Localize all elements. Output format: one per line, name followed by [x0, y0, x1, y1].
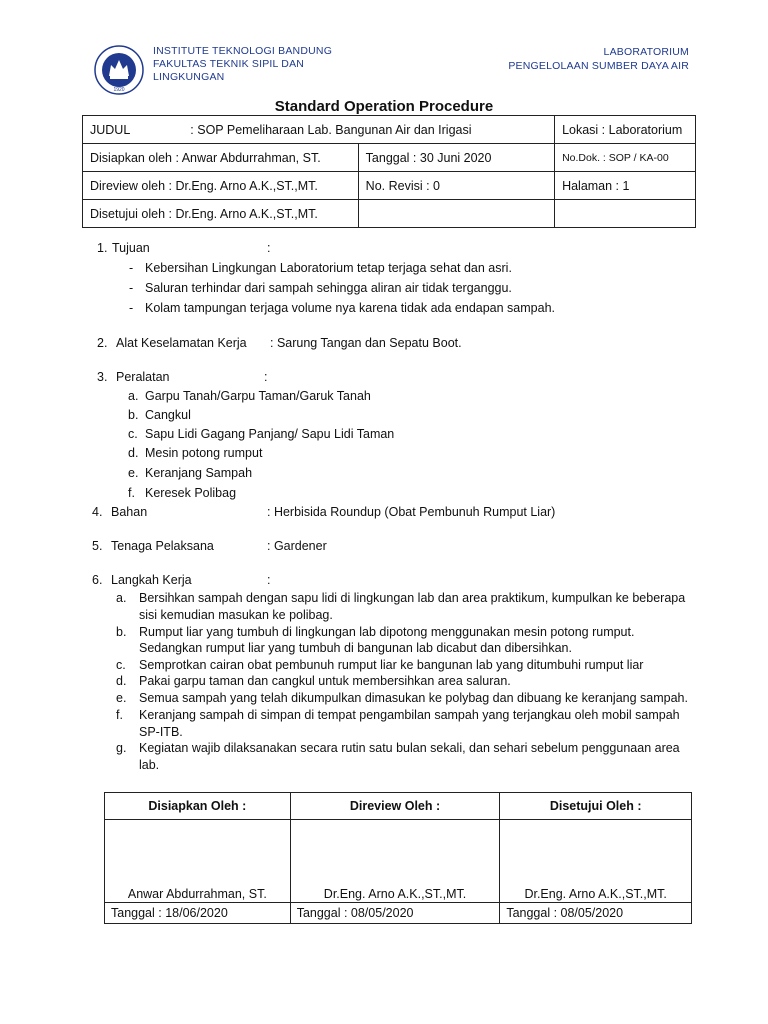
list-bullet: -	[129, 281, 134, 295]
judul-cell: JUDUL : SOP Pemeliharaan Lab. Bangunan Air dan Irigasi	[83, 116, 555, 144]
prepared-date: Tanggal : 18/06/2020	[105, 903, 291, 924]
table-row	[83, 172, 696, 200]
list-item: Kegiatan wajib dilaksanakan secara rutin satu bulan sekali, dan sehari sebelum penggunaan area	[139, 741, 680, 755]
list-marker: d.	[116, 674, 127, 688]
section-3-label: Peralatan	[116, 370, 170, 384]
table-row	[105, 903, 692, 924]
list-item: Semua sampah yang telah dikumpulkan dimasukan ke polybag dan dibuang ke keranjang sampah.	[139, 691, 688, 705]
list-marker: a.	[128, 389, 139, 403]
section-5-label: Tenaga Pelaksana	[111, 539, 214, 553]
section-5-number: 5.	[92, 539, 103, 553]
lokasi-cell: Lokasi : Laboratorium	[555, 116, 696, 144]
list-item: Kolam tampungan terjaga volume nya karena tidak ada endapan sampah.	[145, 301, 555, 315]
nodok-cell: No.Dok. : SOP / KA-00	[555, 144, 696, 172]
section-3-number: 3.	[97, 370, 108, 384]
list-marker: a.	[116, 591, 127, 605]
list-marker: c.	[116, 658, 126, 672]
list-bullet: -	[129, 301, 134, 315]
list-item: Garpu Tanah/Garpu Taman/Garuk Tanah	[145, 389, 371, 403]
list-marker: f.	[128, 486, 135, 500]
list-marker: b.	[116, 625, 127, 639]
list-marker: e.	[128, 466, 139, 480]
section-4-number: 4.	[92, 505, 103, 519]
list-bullet: -	[129, 261, 134, 275]
document-title: Standard Operation Procedure	[274, 98, 494, 115]
list-item: Bersihkan sampah dengan sapu lidi di lingkungan lab dan area praktikum, kumpulkan ke beberapa	[139, 591, 686, 605]
list-item: Cangkul	[145, 408, 191, 422]
revisi-cell: No. Revisi : 0	[358, 172, 554, 200]
list-marker: f.	[116, 708, 123, 722]
table-row	[105, 793, 692, 820]
section-4-value: : Herbisida Roundup (Obat Pembunuh Rumput Liar)	[267, 505, 556, 519]
list-item: Rumput liar yang tumbuh di lingkungan lab dipotong menggunakan mesin potong rumput.	[139, 625, 635, 639]
section-2-number: 2.	[97, 336, 108, 350]
table-row	[83, 200, 696, 228]
list-item: Keresek Polibag	[145, 486, 237, 500]
section-1-colon: :	[267, 241, 271, 255]
section-1-label: Tujuan	[112, 241, 150, 255]
sop-info-table	[82, 115, 696, 228]
list-marker: b.	[128, 408, 139, 422]
section-4-label: Bahan	[111, 505, 148, 519]
section-3-colon: :	[264, 370, 268, 384]
institute-name: INSTITUTE TEKNOLOGI BANDUNG FAKULTAS TEKNIK SIPIL DAN LINGKUNGAN	[153, 45, 333, 83]
list-marker: c.	[128, 427, 138, 441]
prepared-by-name: Anwar Abdurrahman, ST.	[105, 820, 291, 903]
direview-cell: Direview oleh : Dr.Eng. Arno A.K.,ST.,MT.	[83, 172, 359, 200]
approved-by-name: Dr.Eng. Arno A.K.,ST.,MT.	[500, 820, 692, 903]
table-row	[105, 820, 692, 903]
list-marker: d.	[128, 446, 139, 460]
list-marker: g.	[116, 741, 127, 755]
itb-logo-icon	[94, 45, 144, 95]
list-item: Pakai garpu taman dan cangkul untuk membersihkan area saluran.	[139, 674, 511, 688]
list-item: Keranjang sampah di simpan di tempat pengambilan sampah yang terjangkau oleh mobil sampah	[139, 708, 680, 722]
list-item-continued: Sedangkan rumput liar yang tumbuh di bangunan lab dicabut dan dibersihkan.	[139, 641, 572, 655]
list-item: Semprotkan cairan obat pembunuh rumput liar ke bangunan lab yang ditumbuhi rumput liar	[139, 658, 644, 672]
approved-by-header: Disetujui Oleh :	[500, 793, 692, 820]
table-row	[83, 144, 696, 172]
prepared-by-header: Disiapkan Oleh :	[105, 793, 291, 820]
empty-cell	[555, 200, 696, 228]
list-item: Sapu Lidi Gagang Panjang/ Sapu Lidi Taman	[145, 427, 395, 441]
section-6-colon: :	[267, 573, 271, 587]
section-6-number: 6.	[92, 573, 103, 587]
signature-table	[104, 792, 692, 924]
list-item: Keranjang Sampah	[145, 466, 253, 480]
disetujui-cell: Disetujui oleh : Dr.Eng. Arno A.K.,ST.,MT.	[83, 200, 359, 228]
list-marker: e.	[116, 691, 127, 705]
section-2-value: : Sarung Tangan dan Sepatu Boot.	[270, 336, 462, 350]
tanggal-cell: Tanggal : 30 Juni 2020	[358, 144, 554, 172]
section-2-label: Alat Keselamatan Kerja	[116, 336, 247, 350]
laboratory-name: LABORATORIUM PENGELOLAAN SUMBER DAYA AIR	[508, 46, 689, 72]
section-1-number: 1.	[97, 241, 108, 255]
reviewed-date: Tanggal : 08/05/2020	[290, 903, 500, 924]
table-row	[83, 116, 696, 144]
list-item-continued: SP-ITB.	[139, 725, 183, 739]
svg-text:1920: 1920	[113, 87, 125, 93]
list-item-continued: lab.	[139, 758, 160, 772]
section-6-label: Langkah Kerja	[111, 573, 192, 587]
reviewed-by-header: Direview Oleh :	[290, 793, 500, 820]
halaman-cell: Halaman : 1	[555, 172, 696, 200]
list-item: Mesin potong rumput	[145, 446, 263, 460]
section-5-value: : Gardener	[267, 539, 327, 553]
approved-date: Tanggal : 08/05/2020	[500, 903, 692, 924]
empty-cell	[358, 200, 554, 228]
list-item-continued: sisi kemudian masukan ke polibag.	[139, 608, 333, 622]
disiapkan-cell: Disiapkan oleh : Anwar Abdurrahman, ST.	[83, 144, 359, 172]
list-item: Saluran terhindar dari sampah sehingga aliran air tidak terganggu.	[145, 281, 512, 295]
reviewed-by-name: Dr.Eng. Arno A.K.,ST.,MT.	[290, 820, 500, 903]
list-item: Kebersihan Lingkungan Laboratorium tetap terjaga sehat dan asri.	[145, 261, 512, 275]
